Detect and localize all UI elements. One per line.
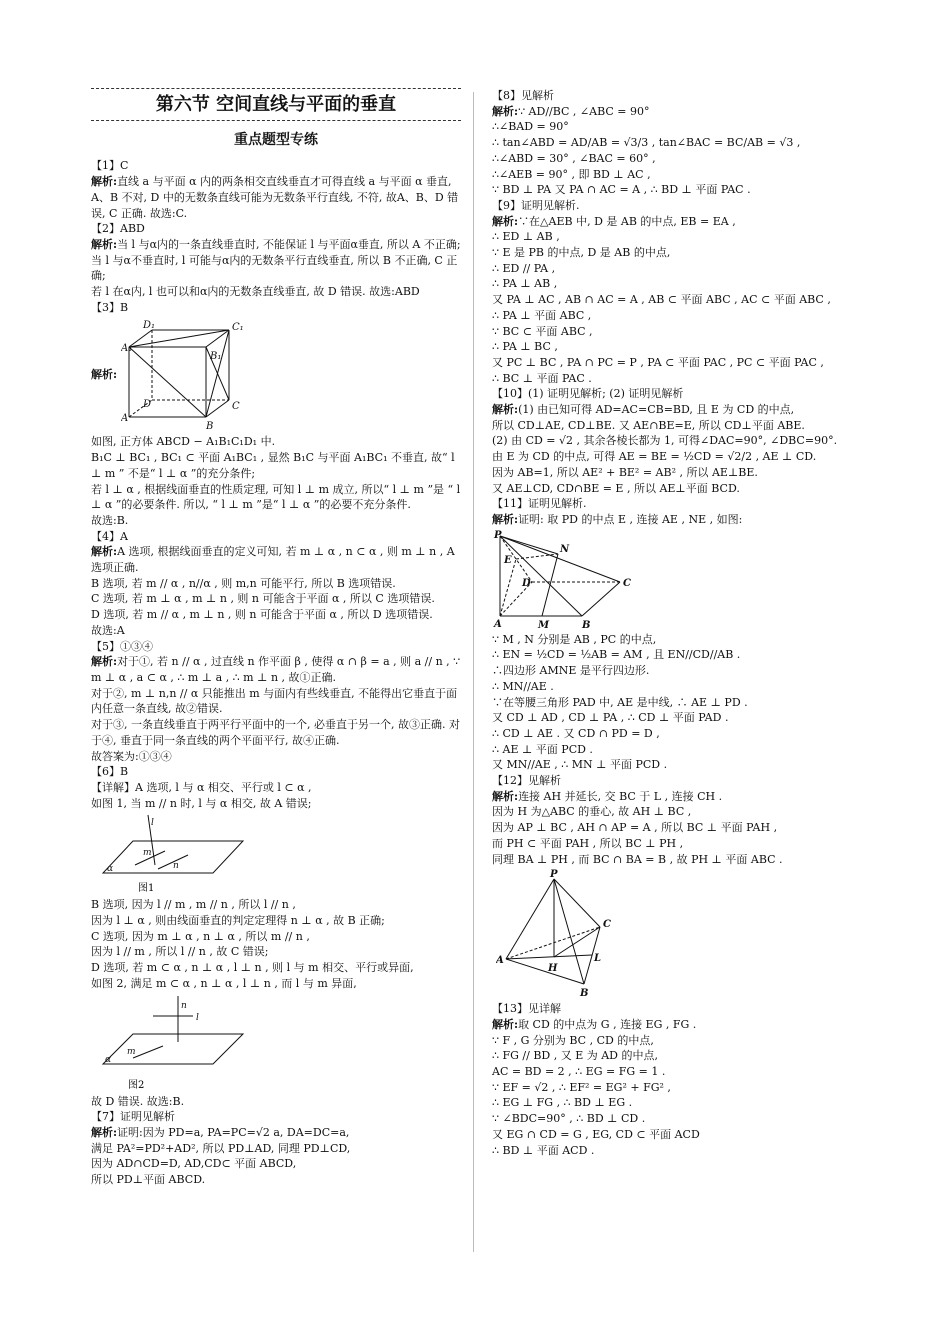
analysis-label: 解析: (492, 1017, 519, 1031)
solution-line (492, 339, 862, 355)
solution-text: 因为 l ⊥ α , 则由线面垂直的判定定理得 n ⊥ α , 故 B 正确; (91, 914, 385, 928)
answer-heading: 【2】ABD (91, 222, 145, 236)
answer-heading: 【13】见详解 (492, 1002, 561, 1016)
solution-line (91, 623, 461, 639)
solutions-block-2 (91, 434, 461, 811)
solution-text: ∴∠AEB = 90° , 即 BD ⊥ AC , (492, 167, 651, 181)
solution-line (492, 820, 862, 836)
solution-line (492, 695, 862, 711)
answer-heading: 【10】(1) 证明见解析; (2) 证明见解析 (492, 387, 684, 401)
answer-heading: 【6】B (91, 765, 129, 779)
svg-text:B: B (206, 421, 214, 433)
svg-text:A: A (496, 955, 504, 967)
solution-line (91, 1172, 461, 1188)
svg-text:l: l (196, 1012, 199, 1023)
solution-line (91, 929, 461, 945)
solution-text: ∵在等腰三角形 PAD 中, AE 是中线, ∴ AE ⊥ PD . (492, 695, 748, 709)
solution-line (91, 686, 461, 717)
solution-line (91, 1125, 461, 1141)
answer-heading: 【4】A (91, 529, 128, 543)
solution-line (492, 433, 862, 449)
solution-line (492, 647, 862, 663)
solution-text: 当 l 与α内的一条直线垂直时, 不能保证 l 与平面α垂直, 所以 A 不正确; (117, 237, 461, 251)
solution-text: AC = BD = 2 , ∴ EG = FG = 1 . (492, 1065, 666, 1079)
section-subtitle: 重点题型专练 (234, 131, 318, 148)
solutions-block-3 (91, 897, 461, 991)
solution-line (91, 897, 461, 913)
solution-line (492, 1143, 862, 1159)
solution-line (91, 174, 461, 221)
svg-text:B: B (580, 988, 589, 1000)
solution-text: 因为 H 为△ABC 的垂心, 故 AH ⊥ BC , (492, 805, 692, 819)
solution-line (492, 481, 862, 497)
svg-text:C: C (232, 401, 240, 413)
solution-text: 如图 1, 当 m // n 时, l 与 α 相交, 故 A 错误; (91, 796, 312, 810)
solution-text: ∴ PA ⊥ 平面 ABC , (492, 308, 592, 322)
solution-line (492, 167, 862, 183)
answer-heading: 【3】B (91, 300, 129, 314)
solution-text: 又 MN//AE , ∴ MN ⊥ 平面 PCD . (492, 758, 668, 772)
solution-text: B₁C ⊥ BC₁ , BC₁ ⊂ 平面 A₁BC₁ , 显然 B₁C 与平面 A₁BC₁ 不垂直, 故“ l ⊥ m ” 不是“ l ⊥ α ”的充分条件; (91, 451, 455, 480)
solution-text: ∴ ED ⊥ AB , (492, 230, 560, 244)
solution-line (91, 654, 461, 685)
solution-text: 故 D 错误. 故选:B. (91, 1094, 185, 1108)
solution-text: ∴ AE ⊥ 平面 PCD . (492, 742, 593, 756)
solution-text: ∴ BC ⊥ 平面 PAC . (492, 371, 592, 385)
solution-text: 若 l 在α内, l 也可以和α内的无数条直线垂直, 故 D 错误. 故选:ABD (91, 285, 420, 299)
solution-line (492, 679, 862, 695)
svg-text:H: H (548, 963, 558, 975)
svg-text:B: B (582, 619, 591, 630)
analysis-label: 解析: (492, 104, 519, 118)
solution-text: ∴ BD ⊥ 平面 ACD . (492, 1143, 595, 1157)
svg-text:α: α (107, 864, 114, 875)
solution-text: 对于③, 一条直线垂直于两平行平面中的一个, 必垂直于另一个, 故③正确. 对于④, 垂直于同一条直线的两个平面平行, 故④正确. (91, 718, 460, 747)
solution-line (91, 749, 461, 765)
solution-text: (2) 由 CD = √2 , 其余各棱长都为 1, 可得∠DAC=90°, ∠DBC=90°. (492, 434, 838, 448)
solution-text: ∴ CD ⊥ AE . 又 CD ∩ PD = D , (492, 726, 660, 740)
solution-text: ∴ ED // PA , (492, 261, 556, 275)
solution-text: ∴ FG // BD , 又 E 为 AD 的中点, (492, 1049, 658, 1063)
solution-line (492, 418, 862, 434)
svg-text:n: n (181, 1000, 187, 1011)
svg-text:C₁: C₁ (232, 322, 244, 334)
svg-text:E: E (504, 554, 512, 566)
solution-text: 取 CD 的中点为 G , 连接 EG , FG . (518, 1017, 697, 1031)
solution-line (91, 591, 461, 607)
solution-line (91, 913, 461, 929)
solution-text: 又 PC ⊥ BC , PA ∩ PC = P , PA ⊂ 平面 PAC , PC ⊂ 平面 PAC , (492, 355, 824, 369)
solution-line (492, 1017, 862, 1033)
solution-line (492, 324, 862, 340)
solution-line (91, 513, 461, 529)
solution-text: 同理 BA ⊥ PH , 而 BC ∩ BA = B , 故 PH ⊥ 平面 ABC . (492, 852, 783, 866)
solution-line (492, 104, 862, 120)
solution-text: ∴ EN = ½CD = ½AB = AM , 且 EN//CD//AB . (492, 648, 741, 662)
solution-line (492, 789, 862, 805)
answer-heading: 【1】C (91, 159, 129, 173)
solution-text: B 选项, 因为 l // m , m // n , 所以 l // n , (91, 898, 296, 912)
title-rule-top (91, 88, 461, 89)
solution-text: ∵ EF = √2 , ∴ EF² = EG² + FG² , (492, 1080, 671, 1094)
solution-line (492, 261, 862, 277)
solution-line (492, 1064, 862, 1080)
solution-line (492, 1048, 862, 1064)
answer-heading: 【9】证明见解析. (492, 198, 580, 212)
solution-line (492, 229, 862, 245)
solution-line (492, 151, 862, 167)
solution-text: ∵ ∠BDC=90° , ∴ BD ⊥ CD . (492, 1112, 646, 1126)
solution-line (492, 1111, 862, 1127)
solution-text: 由 E 为 CD 的中点, 可得 AE = BE = ½CD = √2/2 , AE ⊥ CD. (492, 450, 817, 464)
svg-text:A: A (121, 413, 129, 425)
solution-line (492, 1095, 862, 1111)
svg-text:L: L (594, 953, 602, 965)
solution-text: ∵在△AEB 中, D 是 AB 的中点, EB = EA , (518, 214, 736, 228)
answer-heading: 【11】证明见解析. (492, 497, 587, 511)
solution-text: 因为 AB=1, 所以 AE² + BE² = AB² , 所以 AE⊥BE. (492, 465, 758, 479)
svg-text:B₁: B₁ (210, 351, 222, 363)
solution-line (492, 292, 862, 308)
solution-line (492, 804, 862, 820)
solutions-block-5 (492, 88, 862, 528)
solution-text: 直线 a 与平面 α 内的两条相交直线垂直才可得直线 a 与平面 α 垂直, A、B 不对, D 中的无数条直线可能为无数条平行直线, 不符, 故A、B、D 错误, C 正确. 故选:C. (91, 175, 459, 220)
svg-text:M: M (538, 619, 550, 630)
solution-text: ∵ BC ⊂ 平面 ABC , (492, 324, 593, 338)
svg-text:α: α (105, 1054, 112, 1065)
solution-text: 当 l 与α不垂直时, l 可能与α内的无数条平行直线垂直, 所以 B 不正确, C 正确; (91, 253, 458, 283)
solution-line (91, 717, 461, 748)
answer-heading: 【5】①③④ (91, 639, 153, 653)
solution-line (91, 284, 461, 300)
svg-text:A₁: A₁ (121, 343, 133, 355)
svg-text:D₁: D₁ (143, 320, 156, 332)
solution-text: ∴ MN//AE . (492, 679, 554, 693)
solution-text: ∴ tan∠ABD = AD/AB = √3/3 , tan∠BAC = BC/AB = √3 , (492, 136, 801, 150)
solution-line (492, 276, 862, 292)
solution-text: ∴四边形 AMNE 是平行四边形. (492, 664, 650, 678)
cube-note: 解析: (91, 368, 118, 382)
solution-line (492, 182, 862, 198)
solution-text: 故选:A (91, 623, 125, 637)
solution-text: ∵ M , N 分别是 AB , PC 的中点, (492, 632, 657, 646)
svg-text:C: C (603, 919, 611, 931)
solution-text: 证明:因为 PD=a, PA=PC=√2 a, DA=DC=a, (117, 1125, 350, 1139)
solution-text: C 选项, 因为 m ⊥ α , n ⊥ α , 所以 m // n , (91, 929, 310, 943)
solution-text: 满足 PA²=PD²+AD², 所以 PD⊥AD, 同理 PD⊥CD, (91, 1141, 351, 1155)
solution-text: 又 CD ⊥ AD , CD ⊥ PA , ∴ CD ⊥ 平面 PAD . (492, 711, 729, 725)
solution-text: 因为 AP ⊥ BC , AH ∩ AP = A , 所以 BC ⊥ 平面 PAH , (492, 821, 778, 835)
figure-2-caption: 图2 (128, 1079, 145, 1091)
solution-line (91, 960, 461, 976)
solution-text: 故选:B. (91, 513, 129, 527)
solution-line (91, 1141, 461, 1157)
solution-line (492, 355, 862, 371)
svg-text:C: C (623, 577, 631, 589)
solution-line (492, 726, 862, 742)
solution-line (91, 253, 461, 284)
solution-line (492, 1033, 862, 1049)
solution-text: 因为 AD∩CD=D, AD,CD⊂ 平面 ABCD, (91, 1157, 297, 1171)
solution-line (91, 1156, 461, 1172)
column-divider (473, 92, 474, 1252)
solution-text: 而 PH ⊂ 平面 PAH , 所以 BC ⊥ PH , (492, 836, 684, 850)
solution-text: ∵ E 是 PB 的中点, D 是 AB 的中点, (492, 246, 671, 260)
svg-text:m: m (143, 848, 152, 859)
solution-text: C 选项, 若 m ⊥ α , m ⊥ n , 则 n 可能含于平面 α , 所以 C 选项错误. (91, 592, 435, 606)
solution-text: ∴ PA ⊥ AB , (492, 277, 558, 291)
solution-text: ∵ BD ⊥ PA 又 PA ∩ AC = A , ∴ BD ⊥ 平面 PAC . (492, 183, 751, 197)
solution-text: 故答案为:①③④ (91, 749, 172, 763)
cube-figure-row (91, 315, 461, 434)
right-column (492, 88, 862, 1158)
solution-line (492, 757, 862, 773)
solution-line (492, 852, 862, 868)
solution-text: ∴∠ABD = 30° , ∠BAC = 60° , (492, 151, 656, 165)
solution-text: ∴ PA ⊥ BC , (492, 340, 558, 354)
solution-line (492, 1127, 862, 1143)
analysis-label: 解析: (91, 237, 118, 251)
solution-line (91, 796, 461, 812)
solution-text: 证明: 取 PD 的中点 E , 连接 AE , NE , 如图: (518, 512, 743, 526)
answer-heading: 【8】见解析 (492, 89, 554, 102)
solution-text: 对于①, 若 n // α , 过直线 n 作平面 β , 使得 α ∩ β = a , 则 a // n , ∵ m ⊥ α , a ⊂ α , ∴ m ⊥ a , ∴ m ⊥ n , 故①正确. (91, 655, 461, 684)
svg-text:l: l (151, 818, 154, 829)
solution-line (492, 308, 862, 324)
figure-1-caption: 图1 (138, 883, 155, 895)
answer-heading: 【12】见解析 (492, 774, 561, 788)
solutions-block-6 (492, 632, 862, 868)
analysis-label: 解析: (492, 214, 519, 228)
left-column (91, 88, 461, 1188)
solution-text: 如图, 正方体 ABCD − A₁B₁C₁D₁ 中. (91, 435, 276, 449)
solution-text: 又 EG ∩ CD = G , EG, CD ⊂ 平面 ACD (492, 1127, 700, 1141)
solution-line (91, 976, 461, 992)
solution-line (492, 449, 862, 465)
solution-text: 因为 l // m , 所以 l // n , 故 C 错误; (91, 945, 269, 959)
solution-line (91, 576, 461, 592)
solution-line (91, 434, 461, 450)
page-title: 第六节 空间直线与平面的垂直 (155, 94, 397, 115)
solution-line (492, 512, 862, 528)
solution-line (492, 214, 862, 230)
analysis-label: 解析: (492, 512, 519, 526)
analysis-label: 解析: (492, 403, 519, 417)
solution-line (91, 944, 461, 960)
svg-text:D: D (522, 577, 531, 589)
solution-text: B 选项, 若 m // α , n//α , 则 m,n 可能平行, 所以 B 选项错误. (91, 576, 396, 590)
svg-text:D: D (143, 399, 152, 411)
solution-line (91, 482, 461, 513)
solution-text: ∴∠BAD = 90° (492, 120, 569, 134)
title-rule-bottom (91, 120, 461, 121)
svg-text:m: m (127, 1046, 136, 1057)
solution-text: ∵ AD//BC , ∠ABC = 90° (518, 104, 650, 118)
svg-text:P: P (494, 529, 502, 541)
analysis-label: 解析: (91, 655, 118, 669)
solutions-block-7 (492, 1001, 862, 1158)
solution-line (492, 836, 862, 852)
solution-text: 所以 PD⊥平面 ABCD. (91, 1173, 206, 1187)
svg-text:N: N (560, 543, 570, 555)
solution-text: 又 PA ⊥ AC , AB ∩ AC = A , AB ⊂ 平面 ABC , AC ⊂ 平面 ABC , (492, 293, 831, 307)
solution-text: D 选项, 若 m ⊂ α , n ⊥ α , l ⊥ n , 则 l 与 m 相交、平行或异面, (91, 961, 414, 975)
figure-1 (93, 813, 253, 895)
svg-text:P: P (550, 869, 558, 881)
solution-text: D 选项, 若 m // α , m ⊥ n , 则 n 可能含于平面 α , 所以 D 选项错误. (91, 608, 433, 622)
cube-figure (121, 317, 261, 432)
solution-text: (1) 由已知可得 AD=AC=CB=BD, 且 E 为 CD 的中点, (518, 403, 795, 417)
solution-line (492, 119, 862, 135)
analysis-label: 解析: (492, 789, 519, 803)
solution-text: 对于②, m ⊥ n,n // α 只能推出 m 与面内有些线垂直, 不能得出它垂直于面内任意一条直线, 故②错误. (91, 686, 458, 716)
analysis-label: 解析: (91, 175, 118, 189)
solution-line (91, 1094, 461, 1110)
solution-line (91, 450, 461, 481)
solution-line (492, 632, 862, 648)
pyramid-figure-11 (492, 530, 642, 630)
solution-line (91, 780, 461, 796)
solution-line (91, 607, 461, 623)
solution-line (492, 245, 862, 261)
solution-line (492, 402, 862, 418)
solutions-block-1 (91, 158, 461, 315)
analysis-label: 解析: (91, 1125, 118, 1139)
solution-line (492, 371, 862, 387)
solution-text: 连接 AH 并延长, 交 BC 于 L , 连接 CH . (518, 789, 723, 803)
solution-text: 所以 CD⊥AE, CD⊥BE. 又 AE∩BE=E, 所以 CD⊥平面 ABE. (492, 418, 805, 432)
solution-line (91, 544, 461, 575)
svg-text:A: A (494, 618, 502, 630)
solution-line (492, 710, 862, 726)
figure-2 (93, 994, 253, 1092)
solution-line (492, 1080, 862, 1096)
pyramid-figure-12 (496, 869, 646, 999)
solution-line (492, 742, 862, 758)
solution-text: ∵ F , G 分别为 BC , CD 的中点, (492, 1033, 654, 1047)
solution-line (492, 135, 862, 151)
solution-text: ∴ EG ⊥ FG , ∴ BD ⊥ EG . (492, 1096, 633, 1110)
solution-line (91, 237, 461, 253)
analysis-label: 解析: (91, 545, 118, 559)
solution-line (492, 465, 862, 481)
solution-text: A 选项, 根据线面垂直的定义可知, 若 m ⊥ α , n ⊂ α , 则 m ⊥ n , A 选项正确. (91, 545, 455, 575)
answer-heading: 【7】证明见解析 (91, 1110, 175, 1124)
solution-text: 又 AE⊥CD, CD∩BE = E , 所以 AE⊥平面 BCD. (492, 481, 740, 495)
solution-text: 若 l ⊥ α , 根据线面垂直的性质定理, 可知 l ⊥ m 成立, 所以“ l ⊥ m ”是 “ l ⊥ α ”的必要条件. 所以, “ l ⊥ m ”是“ l ⊥ α ”的必要不充分条件. (91, 482, 461, 512)
solution-line (492, 663, 862, 679)
solutions-block-4 (91, 1094, 461, 1188)
solution-text: 【详解】A 选项, l 与 α 相交、平行或 l ⊂ α , (91, 780, 312, 794)
svg-text:n: n (173, 861, 179, 872)
solution-text: 如图 2, 满足 m ⊂ α , n ⊥ α , l ⊥ n , 而 l 与 m 异面, (91, 976, 357, 990)
